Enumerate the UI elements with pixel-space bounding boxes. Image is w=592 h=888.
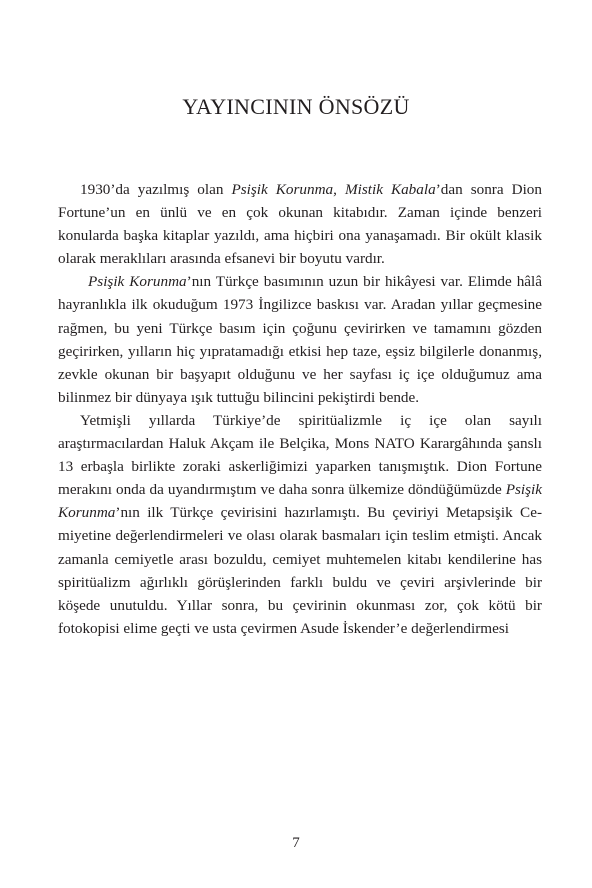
paragraph-3-run: Yetmişli yıllarda Türkiye’de spiritüalizmle iç içe olan sayılı araştırmacılardan Haluk Akçam ile Belçika, Mons NATO Karargâhında şanslı 13 erbaşla birlikte zoraki askerliğimizi yaparken tanışmıştık. Dion Fortune merakını onda da uyandırmıştım ve daha sonra ülkemize döndüğümüzde <box>58 411 542 499</box>
paragraph-1-run: ’dan sonra Dion Fortune’un en ünlü ve en çok okunan kitabıdır. Zaman içinde benzeri konularda başka kitaplar yazıldı, ama hiçbiri ona yanaşamadı. Bir okült klasik olarak meraklıları arasında efsanevi bir boyutu vardır. <box>58 181 542 268</box>
book-title-mistik-kabala: Mistik Kabala <box>344 181 436 198</box>
paragraph-1-run: 1930’da yazılmış olan <box>80 181 232 198</box>
book-title-psisik-korunma: Psişik Korunma <box>88 273 187 291</box>
paragraph-3-run: ’nın ilk Türkçe çevirisini hazırlamıştı. Bu çeviriyi Metapsişik Cemiyetine değerlendirmeleri ve olası olarak basmaları için teslim etmişti. Ancak zamanla cemiyetle arası bozuldu, cemiyet muhtemelen kitabı kendilerine has spiritüalizm ağırlıklı görüşlerinden farklı buldu ve çeviri arşivlerinde bir köşede unutuldu. Yıllar sonra, bu çevirinin okunması zor, çok kötü bir fotokopisi elime geçti ve usta çevirmen Asude İskender’e değerlendirmesi <box>58 504 542 637</box>
book-title-psisik-korunma: Psişik Korunma <box>231 181 334 198</box>
paragraph-1 <box>58 178 542 270</box>
paragraph-1-run: , <box>333 181 345 198</box>
paragraph-3 <box>58 409 542 640</box>
page-number: 7 <box>292 835 300 851</box>
page-title: YAYINCININ ÖNSÖZÜ <box>182 94 410 119</box>
body-text <box>58 178 542 640</box>
paragraph-2-run: ’nın Türkçe basımının uzun bir hikâyesi var. Elimde hâlâ hayranlıkla ilk okuduğum 1973 İngilizce baskısı var. Aradan yıllar geçmesine rağmen, bu yeni Türkçe basım için çoğunu çevirirken ve tamamını gözden geçirirken, yılların hiç yıpratamadığı etkisi hep taze, eşsiz bilgilerle donanmış, zevkle okunan bir başyapıt olduğunu ve her sayfası iç içe olduğumuz ama bilinmez bir dünyaya ışık tuttuğu bilincini pekiştirdi bende. <box>58 273 542 406</box>
paragraph-2 <box>58 270 542 409</box>
book-title-psisik-korunma: Psişik Korunma <box>58 481 542 522</box>
